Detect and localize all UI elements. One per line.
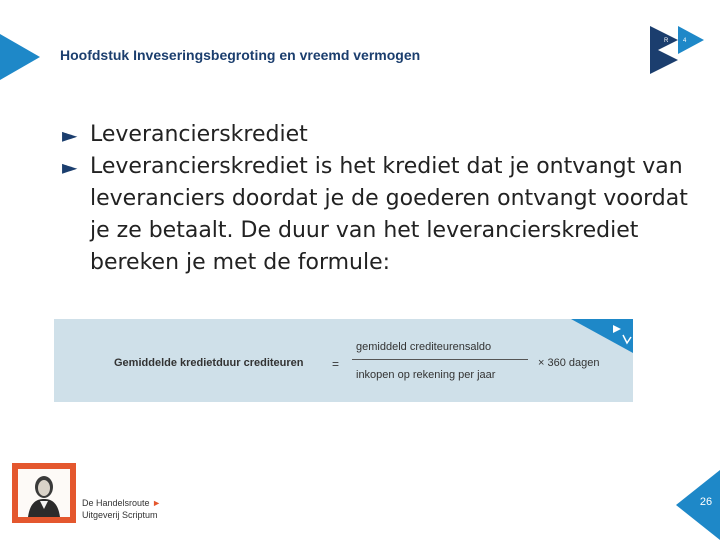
page-number: 26	[699, 496, 713, 508]
formula-multiplier: × 360 dagen	[538, 357, 600, 369]
publisher-logo	[12, 463, 76, 523]
bullet-item-definition	[62, 151, 702, 279]
bullet-arrow-icon: ►	[62, 155, 78, 179]
formula-numerator: gemiddeld crediteurensaldo	[356, 341, 492, 353]
decorative-triangle-left	[0, 34, 40, 80]
formula-denominator: inkopen op rekening per jaar	[356, 369, 496, 381]
brand-logo-icon	[648, 26, 704, 74]
formula-label: Gemiddelde kredietduur crediteuren	[114, 357, 304, 369]
fraction-line	[352, 359, 528, 360]
logo-letter-4: 4	[683, 38, 687, 44]
publisher-line-2: Uitgeverij Scriptum	[82, 510, 158, 520]
formula-corner-logo-icon	[571, 319, 633, 353]
formula-equals: =	[332, 357, 340, 371]
publisher-name	[82, 497, 161, 521]
bullet-text: Leverancierskrediet is het krediet dat je ontvangt van leveranciers doordat je de goederen ontvangt voordat je ze betaalt. De duur van het leverancierskrediet bereken je met de formule:	[90, 154, 688, 275]
chapter-title: Hoofdstuk Inveseringsbegroting en vreemd vermogen	[60, 47, 421, 63]
logo-letter-r: R	[664, 38, 669, 44]
bullet-item-title	[62, 119, 702, 151]
bullet-list	[62, 119, 702, 279]
formula-box	[54, 319, 633, 402]
bullet-text: Leverancierskrediet	[90, 122, 308, 147]
bullet-arrow-icon: ►	[62, 123, 78, 147]
portrait-icon	[18, 469, 70, 517]
publisher-arrow-icon: ►	[152, 498, 161, 508]
publisher-line-1: De Handelsroute ►	[82, 498, 161, 508]
